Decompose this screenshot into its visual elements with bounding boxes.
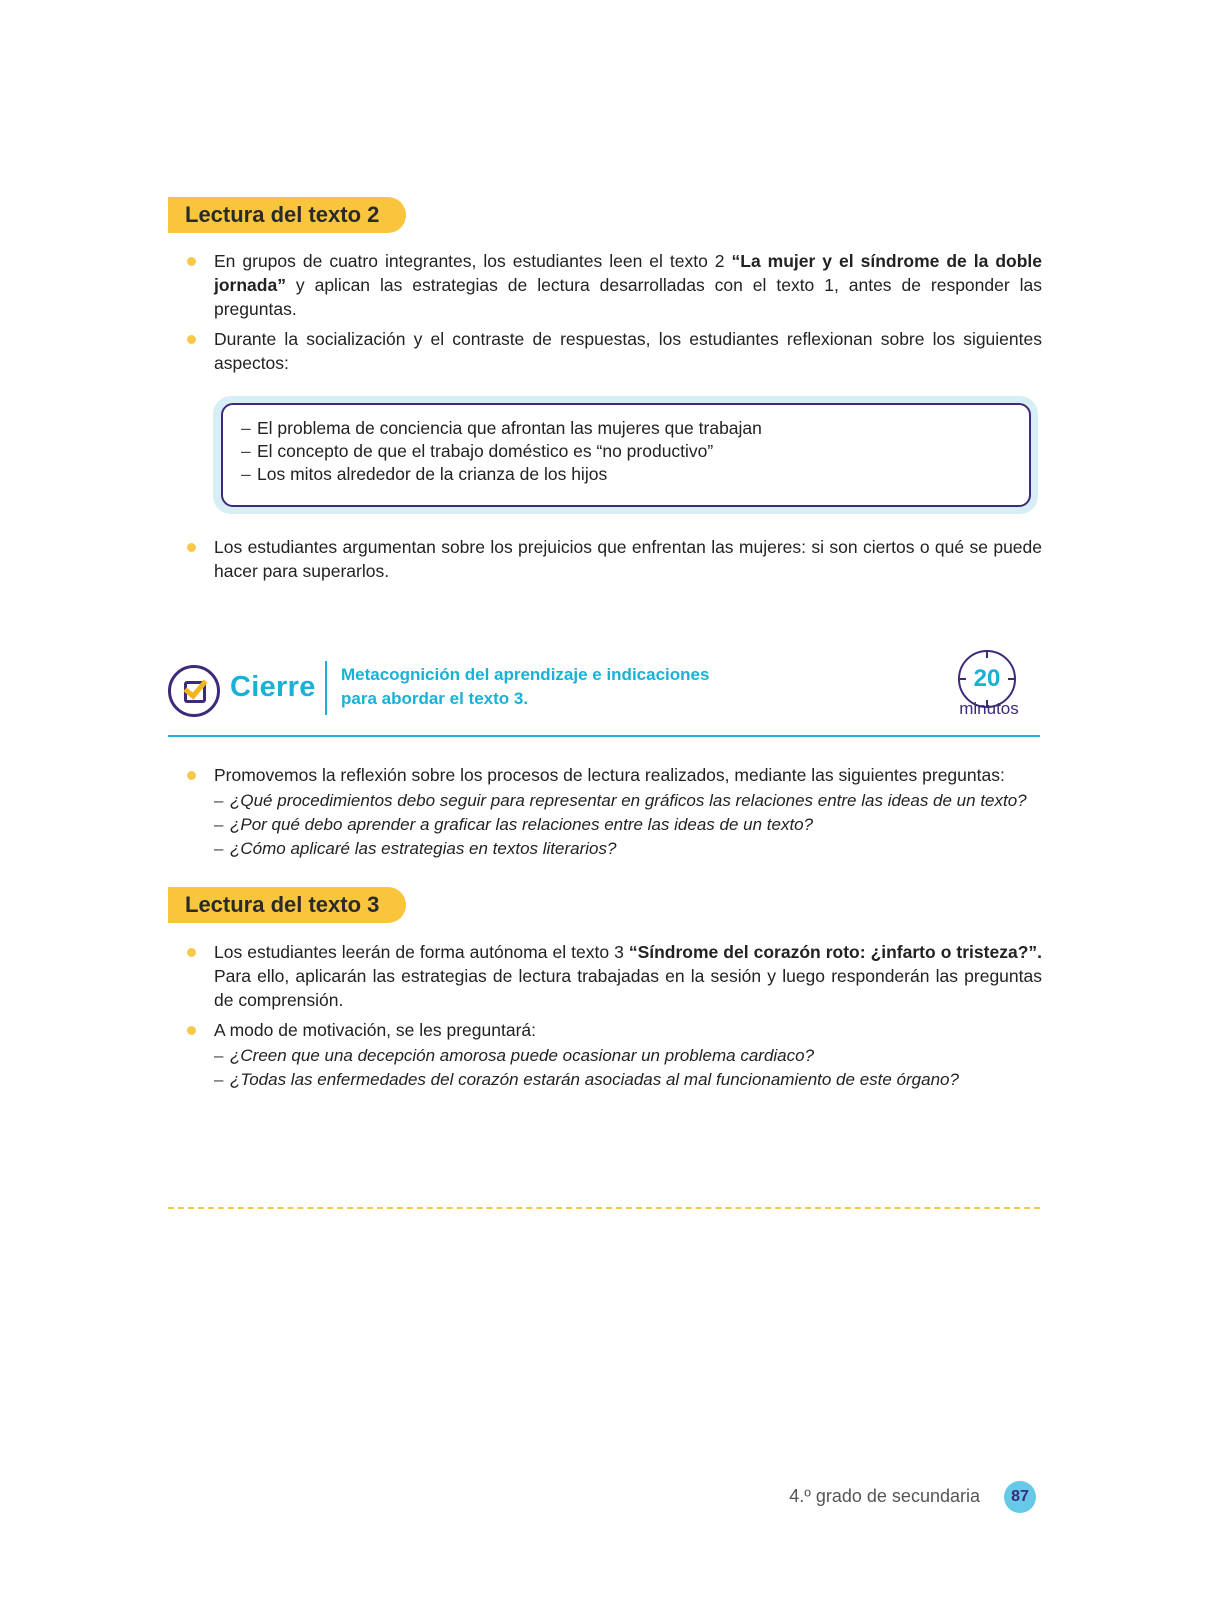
- dash-icon: –: [214, 791, 224, 810]
- aspects-box: [221, 403, 1031, 507]
- question-item: [214, 789, 1042, 813]
- bullet-dot-icon: [187, 543, 196, 552]
- cierre-rule: [168, 735, 1040, 737]
- bullet-text-post: y aplican las estrategias de lectura desarrolladas con el texto 1, antes de responder las preguntas.: [214, 275, 1042, 319]
- bullet-text: Los estudiantes argumentan sobre los prejuicios que enfrentan las mujeres: si son ciertos o qué se puede hacer para superarlos.: [214, 537, 1042, 581]
- list-item: [186, 249, 1042, 321]
- question-text: ¿Cómo aplicaré las estrategias en textos literarios?: [230, 839, 617, 858]
- cierre-description-line: Metacognición del aprendizaje e indicaciones: [341, 665, 710, 684]
- aspect-text: Los mitos alrededor de la crianza de los hijos: [257, 464, 608, 484]
- question-item: [214, 1044, 1042, 1068]
- aspect-item: [241, 440, 1029, 463]
- footer-grade: 4.º grado de secundaria: [789, 1486, 980, 1506]
- dash-icon: –: [241, 464, 251, 484]
- question-text: ¿Qué procedimientos debo seguir para representar en gráficos las relaciones entre las ideas de un texto?: [230, 791, 1027, 810]
- bullet-dot-icon: [187, 1026, 196, 1035]
- dash-icon: –: [241, 418, 251, 438]
- bullet-text-post: Para ello, aplicarán las estrategias de lectura trabajadas en la sesión y luego responderán las preguntas de comprensión.: [214, 966, 1042, 1010]
- bullet-text: Durante la socialización y el contraste de respuestas, los estudiantes reflexionan sobre los siguientes aspectos:: [214, 329, 1042, 373]
- list-item: [186, 1018, 1042, 1092]
- bullet-dot-icon: [187, 948, 196, 957]
- dash-icon: –: [214, 1046, 224, 1065]
- question-item: [214, 813, 1042, 837]
- section-2-bullets-after-box: [186, 535, 1042, 589]
- cierre-description: [341, 663, 761, 711]
- aspect-item: [241, 463, 1029, 486]
- bullet-text-bold: “Síndrome del corazón roto: ¿infarto o tristeza?”.: [628, 942, 1042, 962]
- bullet-dot-icon: [187, 771, 196, 780]
- cierre-description-line: para abordar el texto 3.: [341, 689, 529, 708]
- timer-unit: minutos: [959, 699, 1019, 718]
- question-list: [214, 789, 1042, 861]
- bullet-dot-icon: [187, 257, 196, 266]
- question-item: [214, 1068, 1042, 1092]
- list-item: [186, 327, 1042, 375]
- aspect-item: [241, 417, 1029, 440]
- question-item: [214, 837, 1042, 861]
- divider: [325, 661, 327, 715]
- bullet-dot-icon: [187, 335, 196, 344]
- section-2-bullets: [186, 249, 1042, 381]
- bullet-text-bold: “La mujer y el síndrome de la doble jornada”: [214, 251, 1042, 295]
- timer-value: 20: [973, 665, 1001, 692]
- dashed-divider: [168, 1207, 1040, 1209]
- checkbox-check-icon: [168, 665, 220, 717]
- list-item: [186, 763, 1042, 861]
- aspect-text: El concepto de que el trabajo doméstico es “no productivo”: [257, 441, 714, 461]
- bullet-text-pre: En grupos de cuatro integrantes, los estudiantes leen el texto 2: [214, 251, 732, 271]
- bullet-text-pre: Los estudiantes leerán de forma autónoma el texto 3: [214, 942, 629, 962]
- section-heading-texto-3: Lectura del texto 3: [168, 887, 406, 923]
- cierre-header: [168, 655, 1040, 745]
- question-text: ¿Todas las enfermedades del corazón estarán asociadas al mal funcionamiento de este órgano?: [230, 1070, 959, 1089]
- question-text: ¿Creen que una decepción amorosa puede ocasionar un problema cardiaco?: [230, 1046, 815, 1065]
- list-item: [186, 940, 1042, 1012]
- section-3-bullets: [186, 940, 1042, 1098]
- page-number: 87: [1004, 1481, 1036, 1513]
- cierre-bullets: [186, 763, 1042, 867]
- dash-icon: –: [241, 441, 251, 461]
- dash-icon: –: [214, 815, 224, 834]
- bullet-text: Promovemos la reflexión sobre los procesos de lectura realizados, mediante las siguientes preguntas:: [214, 765, 1005, 785]
- question-list: [214, 1044, 1042, 1092]
- section-heading-texto-2: Lectura del texto 2: [168, 197, 406, 233]
- bullet-text: A modo de motivación, se les preguntará:: [214, 1020, 536, 1040]
- cierre-title: Cierre: [230, 671, 316, 703]
- dash-icon: –: [214, 839, 224, 858]
- aspect-text: El problema de conciencia que afrontan las mujeres que trabajan: [257, 418, 762, 438]
- list-item: [186, 535, 1042, 583]
- dash-icon: –: [214, 1070, 224, 1089]
- question-text: ¿Por qué debo aprender a graficar las relaciones entre las ideas de un texto?: [230, 815, 814, 834]
